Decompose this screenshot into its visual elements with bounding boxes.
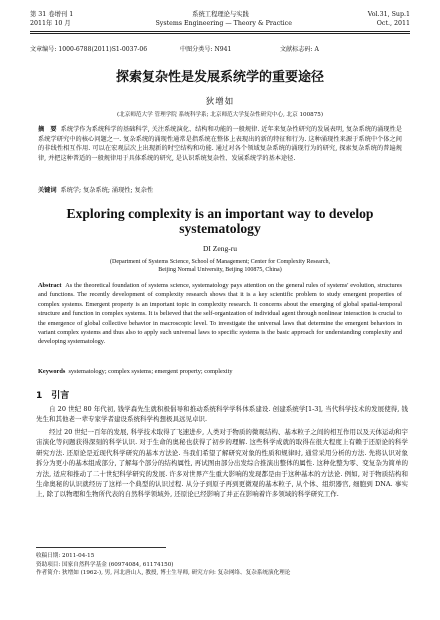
section-heading: 1 引言 [36, 391, 70, 401]
abstract-label-en: Abstract [38, 282, 62, 289]
volume-cn: 第 31 卷增刊 1 [30, 11, 74, 18]
paper-title-cn: 探索复杂性是发展系统学的重要途径 [115, 70, 324, 85]
running-header [30, 10, 410, 28]
document-code: 文献标志码: A [280, 46, 319, 53]
header-rule [30, 31, 410, 32]
article-meta [30, 44, 410, 53]
date-en: Oct., 2011 [376, 20, 410, 27]
journal-name-en: Systems Engineering — Theory & Practice [155, 20, 292, 27]
funding-info: 资助项目: 国家自然科学基金 (60974084, 61174150) [36, 561, 174, 568]
title-en-line2: systematology [179, 221, 261, 236]
keywords-text-en: systematology; complex systems; emergent property; complexity [68, 368, 233, 375]
keywords-label-cn: 关键词 [38, 187, 57, 194]
keywords-label-en: Keywords [38, 368, 66, 375]
volume-en: Vol.31, Sup.1 [367, 11, 410, 18]
received-date: 收稿日期: 2011-04-15 [36, 553, 95, 559]
author-en: DI Zeng-ru [203, 244, 237, 253]
keywords-text-cn: 系统学; 复杂系统; 涌现性; 复杂性 [60, 187, 154, 194]
journal-name-cn: 系统工程理论与实践 [192, 11, 249, 18]
keywords-cn [38, 185, 402, 194]
classification-number: 中图分类号: N941 [180, 46, 232, 53]
keywords-en [38, 368, 402, 375]
date-cn: 2011年 10 月 [30, 20, 71, 27]
header-rule-thin [30, 33, 410, 34]
abstract-cn [38, 125, 402, 164]
body-paragraph: 自 20 世纪 80 年代初, 钱学森先生就积极倡导和推动系统科学学科体系建设. 创建系统学[1-3], 当代科学技术的发展使得, 钱先生和其他老一辈专家学者建设系统科学构想极具远见卓识. [36, 405, 408, 424]
abstract-label-cn: 摘 要 [38, 126, 57, 133]
affiliation-en [30, 258, 410, 274]
abstract-en [38, 281, 402, 347]
footnote-rule [36, 547, 166, 548]
author-cn: 狄增如 [205, 97, 235, 107]
abstract-text-en: As the theoretical foundation of systems science, systematology pays attention on the general rules of systems' evolution, structures and functions. The recently development of complexity research shows that it is a key scientific problem to study emergent properties of complex systems. Emergent property is an important topic in complexity research. It concerns about the emerging of global spatial-temporal structure and function in complex systems. It is believed that the self-organization of individual agent through nonlinear interaction is crucial to the emergence of global collective behavior in macroscopic level. To investigate the universal laws that determine the emergent behaviors in variant complex systems and thus also to apply such universal laws to specific systems is the basic approach for understanding complexity and developing systematology. [38, 282, 402, 346]
affiliation-en-line2: Beijing Normal University, Beijing 100875, China) [158, 267, 282, 273]
article-number: 文章编号: 1000-6788(2011)S1-0037-06 [30, 46, 148, 53]
paper-title-en [30, 206, 410, 236]
title-en-line1: Exploring complexity is an important way to develop [66, 206, 374, 221]
affiliation-en-line1: (Department of Systems Science, School of Management; Center for Complexity Research, [110, 259, 330, 265]
footnote [36, 552, 410, 578]
affiliation-cn: (北京师范大学 管理学院 系统科学系; 北京师范大学复杂性研究中心, 北京 100875) [116, 112, 324, 118]
body-paragraph: 经过 20 世纪一百年的发展, 科学技术取得了飞速进步, 人类对于物质的微观结构、基本粒子之间的相互作用以及天体运动和宇宙演化等问题获得深刻的科学认识. 对于生命的奥秘也获得了初步的理解. 这些科学成就的取得在很大程度上有赖于还原论的科学研究方法. 还原论是近现代科学研究的基本方法论. 当我们希望了解研究对象的性质和规律时, 通常采用分析的方法. 先将认识对象拆分为更小的基本组成部分, 了解每个部分的结构属性, 再试图由部分出发综合推演出整体的属性. 这种化整为零、变复杂为简单的方法, 适应和推动了二十世纪科学研究的发展. 许多对世界产生重大影响的发现都是由于这种基本的方法论. 例如, 对于物质结构和生命奥秘的认识就经历了这样一个典型的认识过程. 从分子到原子再到更微观的基本粒子, 从个体、组织器官, 细胞到 DNA. 事实上, 除了以物理和生物所代表的自然科学领域外, 还原论已经影响了并正在影响着许多领域的科学研究工作. [36, 428, 408, 499]
abstract-text-cn: 系统学作为系统科学的基础科学, 关注系统演化、结构和功能的一般规律. 近年来复杂性研究的发展表明, 复杂系统的涌现性是系统学研究中的核心问题之一. 复杂系统的涌现性通常是指系统在整体上表现出的新的特征和行为. 这种涌现性来源于系统中个体之间的非线性相互作用. 可以在宏观层次上出现新的时空结构和功能. 通过对各个领域复杂系统的涌现行为的研究, 探索复杂系统的普遍规律, 并把这种普适的一般规律用于具体系统的研究, 是认识系统复杂性、发展系统学的基本途径. [38, 126, 402, 163]
author-info: 作者简介: 狄增如 (1962-), 男, 河北唐山人, 教授, 博士生导师, 研究方向: 复杂网络、复杂系统演化理论 [36, 570, 291, 577]
